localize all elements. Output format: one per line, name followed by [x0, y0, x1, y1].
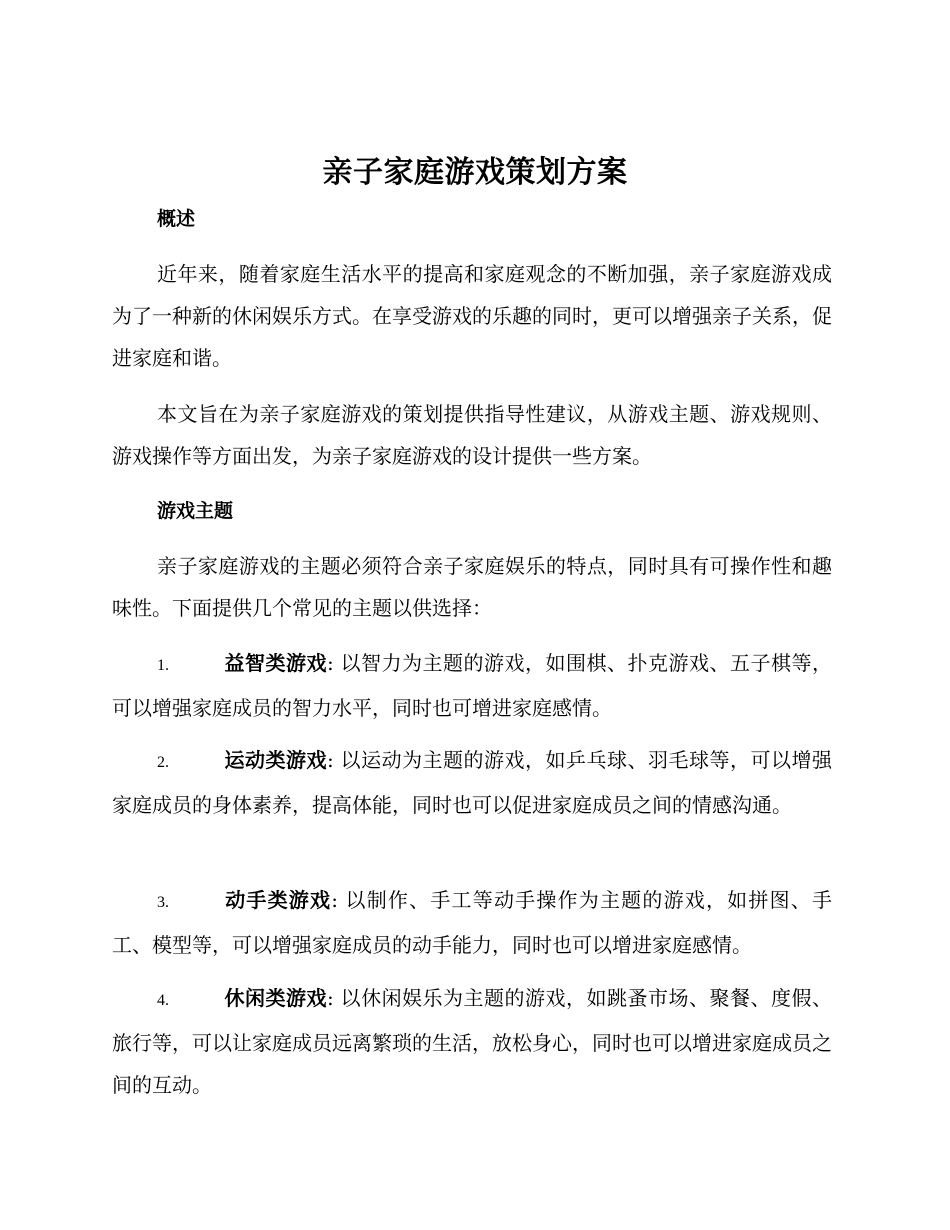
theme-list-item-4: [112, 977, 832, 1106]
overview-paragraph-1: 近年来，随着家庭生活水平的提高和家庭观念的不断加强，亲子家庭游戏成为了一种新的休闲娱乐方式。在享受游戏的乐趣的同时，更可以增强亲子关系，促进家庭和谐。: [112, 262, 832, 370]
theme-list-item-3: [112, 879, 832, 966]
list-text: : 以运动为主题的游戏，如乒乓球、羽毛球等，可以增强家庭成员的身体素养，提高体能，同时也可以促进家庭成员之间的情感沟通。: [112, 748, 832, 817]
theme-list-item-1: [112, 642, 832, 729]
list-number: 4.: [157, 992, 169, 1009]
list-text: : 以智力为主题的游戏，如围棋、扑克游戏、五子棋等，可以增强家庭成员的智力水平，同时也可增进家庭感情。: [112, 651, 832, 720]
document-title: 亲子家庭游戏策划方案: [322, 155, 628, 190]
list-number: 1.: [157, 657, 169, 674]
list-term: 动手类游戏: [224, 888, 332, 912]
game-themes-intro-paragraph: 亲子家庭游戏的主题必须符合亲子家庭娱乐的特点，同时具有可操作性和趣味性。下面提供几个常见的主题以供选择：: [112, 554, 832, 620]
list-term: 休闲类游戏: [224, 986, 327, 1010]
list-text: : 以休闲娱乐为主题的游戏，如跳蚤市场、聚餐、度假、旅行等，可以让家庭成员远离繁琐的生活，放松身心，同时也可以增进家庭成员之间的互动。: [112, 986, 832, 1097]
list-term: 益智类游戏: [224, 651, 327, 675]
list-term: 运动类游戏: [224, 748, 327, 772]
theme-list-item-2: [112, 739, 832, 826]
section-heading-overview: 概述: [157, 208, 196, 230]
list-number: 2.: [157, 754, 169, 771]
list-text: : 以制作、手工等动手操作为主题的游戏，如拼图、手工、模型等，可以增强家庭成员的动手能力，同时也可以增进家庭感情。: [112, 888, 832, 957]
list-number: 3.: [157, 894, 169, 911]
section-heading-game-themes: 游戏主题: [157, 500, 234, 522]
overview-paragraph-2: 本文旨在为亲子家庭游戏的策划提供指导性建议，从游戏主题、游戏规则、游戏操作等方面出发，为亲子家庭游戏的设计提供一些方案。: [112, 402, 832, 468]
